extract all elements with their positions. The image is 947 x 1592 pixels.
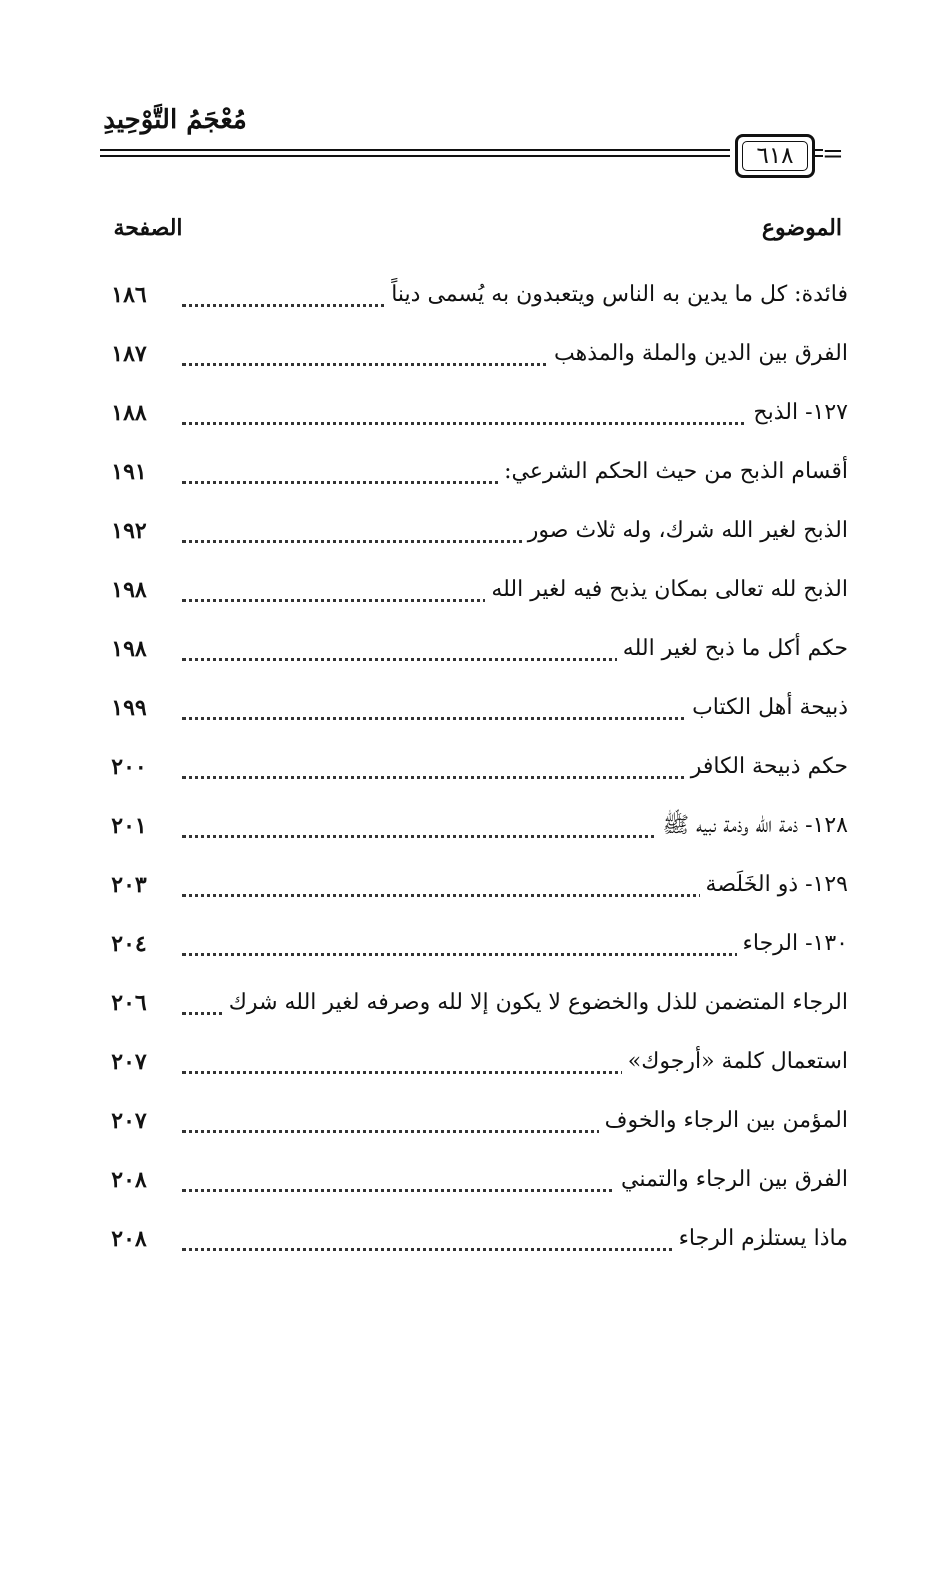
toc-entry-page: ١٩٨ xyxy=(111,636,147,662)
toc-entry xyxy=(100,858,848,917)
page-number: ٦١٨ xyxy=(742,141,808,171)
toc-entry xyxy=(100,622,848,681)
toc-entry-page: ١٩١ xyxy=(111,459,147,485)
toc-entry xyxy=(100,1094,848,1153)
toc-entry-page: ٢٠٧ xyxy=(111,1049,147,1075)
toc-entry-title: ١٢٩- ذو الخَلَصة xyxy=(700,866,848,904)
toc-entry-page: ٢٠١ xyxy=(111,813,147,839)
toc-entry-title: استعمال كلمة «أرجوك» xyxy=(622,1043,848,1081)
toc-entry xyxy=(100,268,848,327)
column-header-topic: الموضوع xyxy=(761,215,842,241)
toc-entry-page: ٢٠٧ xyxy=(111,1108,147,1134)
toc-entry-page: ٢٠٨ xyxy=(111,1226,147,1252)
toc-entry-title: الذبح لغير الله شرك، وله ثلاث صور xyxy=(522,512,848,550)
toc-entry-title: حكم أكل ما ذبح لغير الله xyxy=(617,630,848,668)
toc-entry-title: فائدة: كل ما يدين به الناس ويتعبدون به يُسمى ديناً xyxy=(385,276,848,314)
toc-entry xyxy=(100,1153,848,1212)
toc-entry xyxy=(100,1035,848,1094)
header-rule-bottom xyxy=(100,155,730,157)
toc-entry-title: ١٢٨- ذمة الله وذمة نبيه ﷺ xyxy=(657,807,848,845)
page-number-box xyxy=(735,134,815,178)
toc-entry-title: حكم ذبيحة الكافر xyxy=(685,748,848,786)
toc-entry-title: ماذا يستلزم الرجاء xyxy=(673,1220,848,1258)
toc-entry-title: ١٢٧- الذبح xyxy=(747,394,848,432)
toc-entry xyxy=(100,799,848,858)
toc-entry-title: الرجاء المتضمن للذل والخضوع لا يكون إلا لله وصرفه لغير الله شرك xyxy=(223,984,848,1022)
toc-entry-page: ١٨٧ xyxy=(111,341,147,367)
toc-entry-title: أقسام الذبح من حيث الحكم الشرعي: xyxy=(498,453,848,491)
toc-entry xyxy=(100,740,848,799)
toc-entry-page: ١٨٦ xyxy=(111,282,147,308)
toc-entry-page: ١٩٨ xyxy=(111,577,147,603)
toc-entry-page: ١٨٨ xyxy=(111,400,147,426)
toc-entry-page: ٢٠٣ xyxy=(111,872,147,898)
toc-entry-title: ١٣٠- الرجاء xyxy=(737,925,848,963)
toc-entry xyxy=(100,327,848,386)
table-of-contents xyxy=(100,268,848,1271)
toc-entry xyxy=(100,445,848,504)
toc-entry-title: المؤمن بين الرجاء والخوف xyxy=(599,1102,848,1140)
toc-entry xyxy=(100,681,848,740)
toc-entry xyxy=(100,386,848,445)
toc-entry xyxy=(100,504,848,563)
toc-entry-page: ٢٠٨ xyxy=(111,1167,147,1193)
toc-entry-page: ١٩٩ xyxy=(111,695,147,721)
column-header-page: الصفحة xyxy=(113,215,183,241)
toc-entry xyxy=(100,976,848,1035)
toc-entry-title: الفرق بين الرجاء والتمني xyxy=(615,1161,848,1199)
book-title: مُعْجَمُ التَّوْحِيدِ xyxy=(103,105,247,135)
toc-entry-title: ذبيحة أهل الكتاب xyxy=(686,689,848,727)
toc-entry xyxy=(100,917,848,976)
toc-entry-page: ٢٠٤ xyxy=(111,931,147,957)
header-rule-top xyxy=(100,149,730,151)
header-mark: = xyxy=(822,139,844,169)
toc-entry-title: الفرق بين الدين والملة والمذهب xyxy=(548,335,848,373)
toc-entry xyxy=(100,563,848,622)
toc-entry-page: ١٩٢ xyxy=(111,518,147,544)
toc-entry-page: ٢٠٠ xyxy=(111,754,147,780)
toc-entry-page: ٢٠٦ xyxy=(111,990,147,1016)
toc-entry-title: الذبح لله تعالى بمكان يذبح فيه لغير الله xyxy=(485,571,848,609)
toc-entry xyxy=(100,1212,848,1271)
